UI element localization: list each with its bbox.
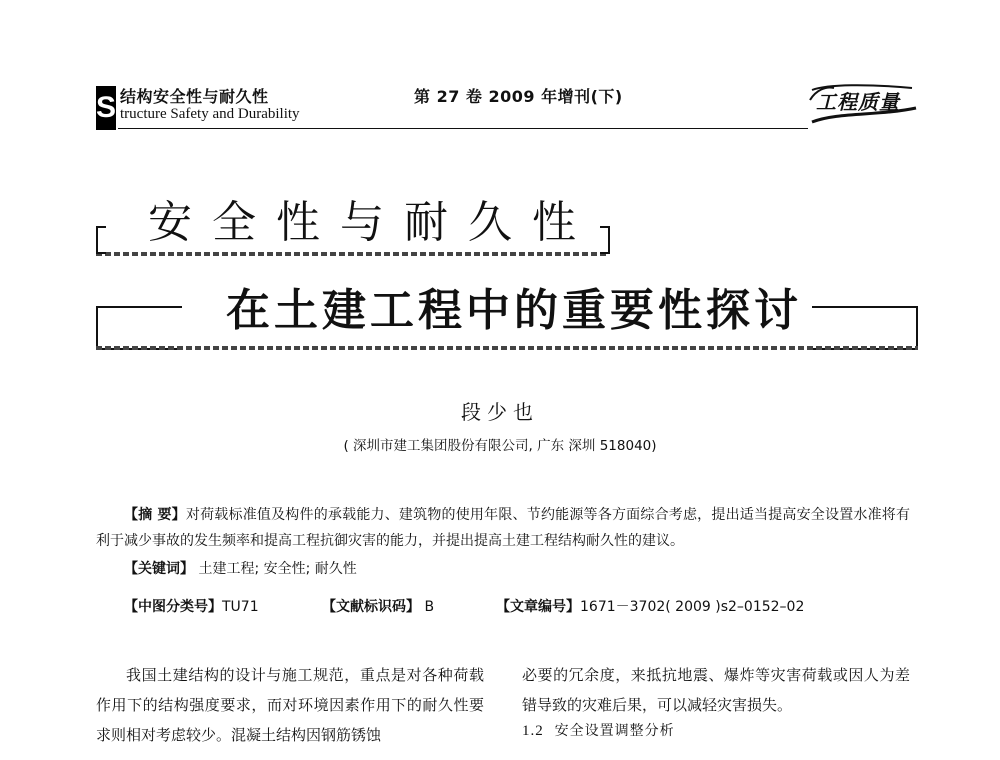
abstract <box>96 502 910 554</box>
column-title-en: tructure Safety and Durability <box>120 106 300 122</box>
section-title: 安全设置调整分析 <box>554 723 675 739</box>
title-frame-left <box>96 306 182 350</box>
title-bracket-right <box>600 226 610 254</box>
title-bracket-left <box>96 226 106 254</box>
keywords-label: 【关键词】 <box>124 561 194 577</box>
journal-s-badge: S <box>96 86 116 130</box>
title-bottom-rule <box>96 346 918 350</box>
body-column-left: 我国土建结构的设计与施工规范，重点是对各种荷载作用下的结构强度要求，而对环境因素作用下的耐久性要求则相对考虑较少。混凝土结构因钢筋锈蚀 <box>96 666 484 744</box>
journal-logo <box>808 82 918 128</box>
doc-code <box>322 596 434 616</box>
author-affiliation: ( 深圳市建工集团股份有限公司, 广东 深圳 518040) <box>343 438 657 454</box>
doc-code-label: 【文献标识码】 <box>322 599 420 615</box>
title-frame-right <box>812 306 918 350</box>
keywords-text: 土建工程; 安全性; 耐久性 <box>198 561 357 577</box>
article-number-label: 【文章编号】 <box>496 599 580 615</box>
body-column-right <box>522 660 910 740</box>
section-number: 1.2 <box>522 723 544 739</box>
column-title-cn: 结构安全性与耐久性 <box>120 87 269 106</box>
title-line-2: 在土建工程中的重要性探讨 <box>226 285 802 336</box>
doc-code-value: B <box>424 599 435 615</box>
clc-value: TU71 <box>222 599 259 615</box>
section-heading <box>522 720 910 740</box>
article-title-block <box>96 186 918 366</box>
running-header <box>96 82 916 130</box>
clc-number <box>124 596 259 616</box>
issue-info: 第 27 卷 2009 年增刊(下) <box>414 87 623 106</box>
logo-text: 工程质量 <box>816 90 900 114</box>
keywords <box>124 558 357 578</box>
article-number-value: 1671－3702( 2009 )s2–0152–02 <box>580 599 805 615</box>
title-underline-dashed <box>96 252 608 256</box>
article-number <box>496 596 804 616</box>
abstract-text: 对荷载标准值及构件的承载能力、建筑物的使用年限、节约能源等各方面综合考虑，提出适当提高安全设置水准将有利于减少事故的发生频率和提高工程抗御灾害的能力，并提出提高土建工程结构耐久性的建议。 <box>96 507 911 549</box>
body-paragraph-right: 必要的冗余度，来抵抗地震、爆炸等灾害荷载或因人为差错导致的灾难后果，可以减轻灾害损失。 <box>522 666 910 714</box>
author-name: 段少也 <box>461 400 539 424</box>
header-rule <box>118 128 808 129</box>
clc-label: 【中图分类号】 <box>124 599 222 615</box>
abstract-label: 【摘 要】 <box>124 507 186 523</box>
title-line-1: 安全性与耐久性 <box>148 197 596 248</box>
